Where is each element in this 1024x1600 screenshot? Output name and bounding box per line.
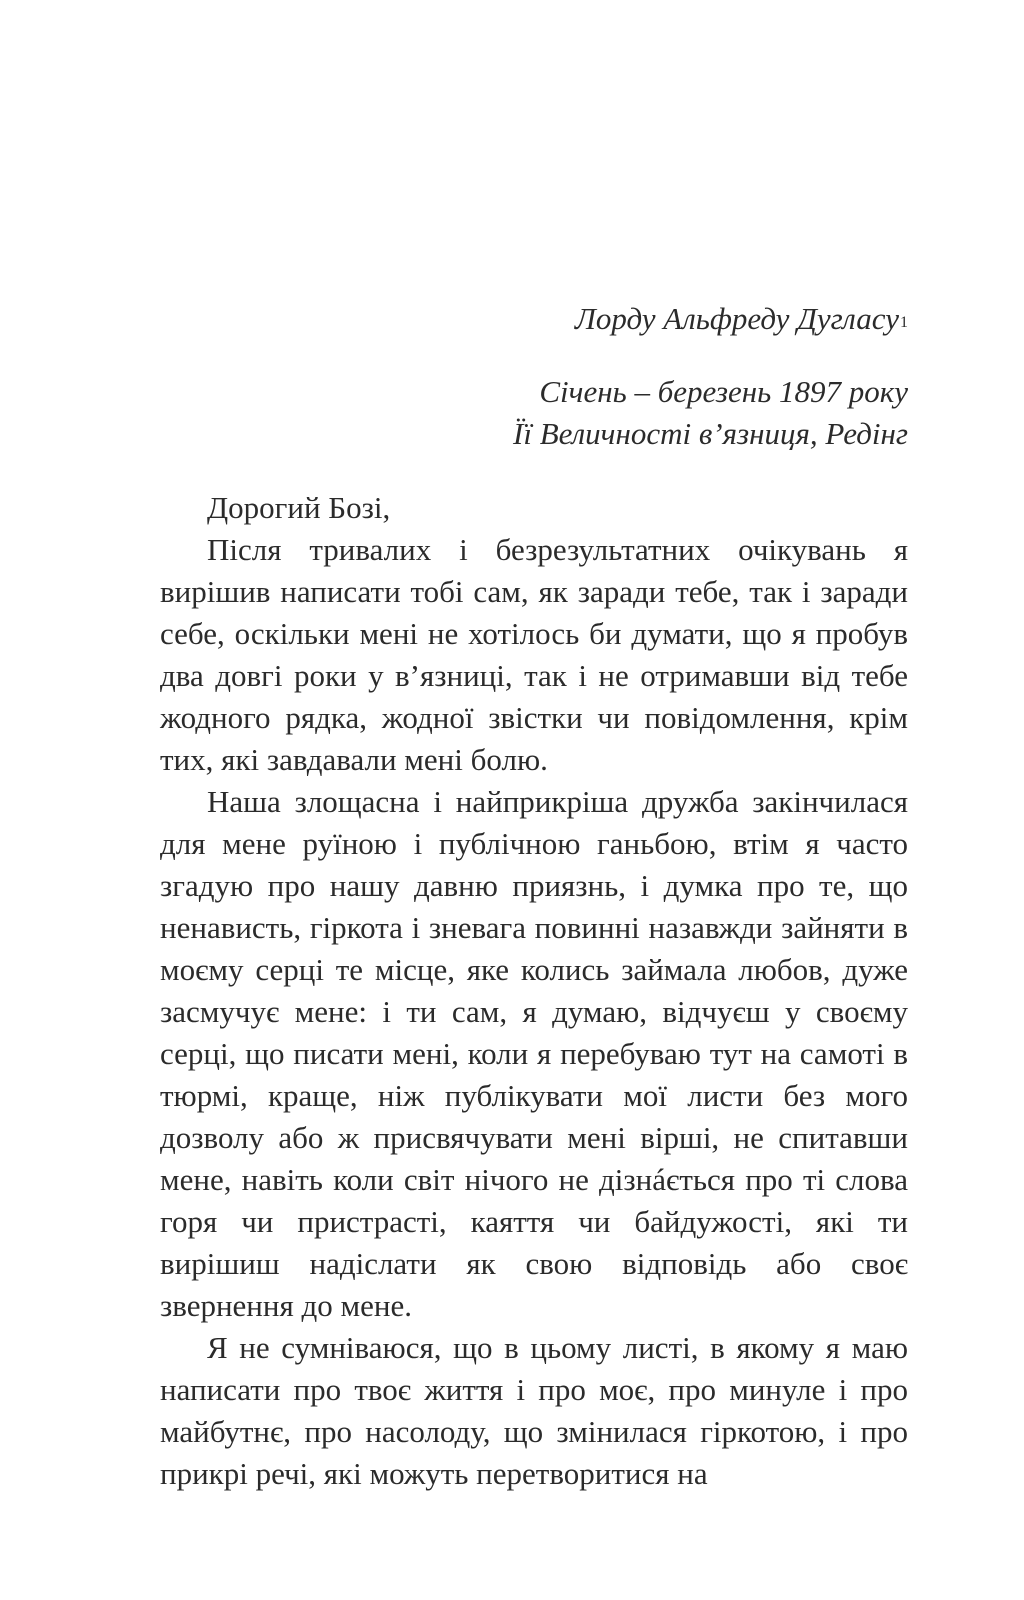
- letter-date: Січень – березень 1897 року: [539, 374, 908, 409]
- letter-paragraph: Я не сумніваюся, що в цьому листі, в якому я маю написати про твоє життя і про моє, про минуле і про майбутнє, про насолоду, що змінилася гіркотою, і про прикрі речі, які можуть перетворитися на: [160, 1330, 908, 1491]
- addressee-name: Лорду Альфреду Дугласу: [574, 301, 899, 336]
- addressee-line: [575, 297, 908, 341]
- letter-body: [160, 487, 908, 1495]
- letter-place: Її Величності в’язниця, Редінг: [513, 416, 908, 451]
- letter-paragraph: Наша злощасна і найприкріша дружба закінчилася для мене руїною і публічною ганьбою, втім я часто згадую про нашу давню приязнь, і думка про те, що ненависть, гіркота і зневага повинні назавжди зайняти в моєму серці те місце, яке колись займала любов, дуже засмучує мене: і ти сам, я думаю, відчуєш у своєму серці, що писати мені, коли я перебуваю тут на самоті в тюрмі, краще, ніж публікувати мої листи без мого дозволу або ж присвячувати мені вірші, не спитавши мене, навіть коли світ нічого не дізнáється про ті слова горя чи пристрасті, каяття чи байдужості, які ти вирішиш надіслати як свою відповідь або своє звернення до мене.: [160, 784, 908, 1323]
- footnote-marker: 1: [900, 314, 908, 331]
- letter-paragraph: Після тривалих і безрезультатних очікувань я вирішив написати тобі сам, як заради тебе, так і заради себе, оскільки мені не хотілось би думати, що я пробув два довгі роки у в’язниці, так і не отримавши від тебе жодного рядка, жодної звістки чи повідомлення, крім тих, які завдавали мені болю.: [160, 532, 908, 777]
- salutation: Дорогий Бозі,: [207, 490, 391, 525]
- dateline: [513, 371, 908, 455]
